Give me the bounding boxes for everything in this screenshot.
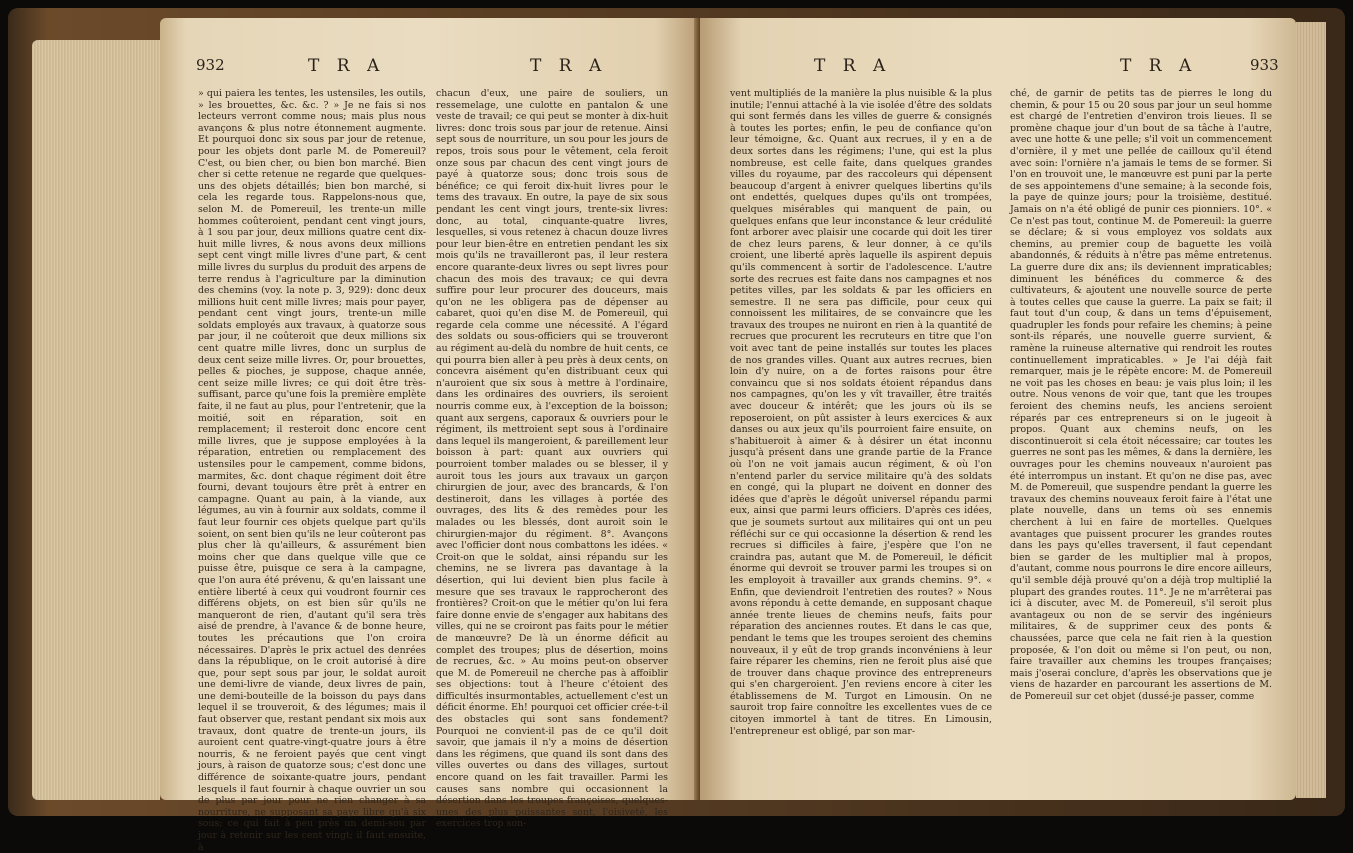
right-page [700, 18, 1296, 800]
text-column [198, 88, 426, 853]
running-head: T R A [1120, 56, 1198, 76]
running-head: T R A [308, 56, 386, 76]
page-edges-left [32, 40, 160, 800]
text-column [1010, 88, 1272, 788]
page-number: 933 [1250, 56, 1279, 74]
page-edges-right [1296, 22, 1326, 798]
paragraph: ché, de garnir de petits tas de pierres le long du chemin, & pour 15 ou 20 sous par jour un seul homme est chargé de l'entretien d'environ trois lieues. Il se promène chaque jour d'un bout de sa tâche à l'autre, avec une hotte & une pelle; s'il voit un commencement d'ornière, il y met une pellée de cailloux qu'il étend avec soin: l'ornière n'a jamais le tems de se former. Si l'on en trouvoit une, le manœuvre est puni par la perte de ses appointemens d'une semaine; à la seconde fois, la paye de quinze jours; pour la troisième, destitué. Jamais on n'a été obligé de punir ces pionniers. 10°. « Ce n'est pas tout, continue M. de Pomereuil: la guerre se déclare; & si vous employez vos soldats aux chemins, au premier coup de baguette les voilà abandonnés, & réduits à n'être pas même entretenus. La guerre dure dix ans; ils deviennent impraticables; diminuent les bénéfices du commerce & des cultivateurs, & ajoutent une nouvelle source de perte à toutes celles que cause la guerre. La paix se fait; il faut tout d'un coup, & dans un tems d'épuisement, quadrupler les fonds pour refaire les chemins; à peine sont-ils réparés, une nouvelle guerre survient, & ramène la ruineuse alternative qui rendroit les routes continuellement impraticables. » Je l'ai déjà fait remarquer, mais je le répète encore: M. de Pomereuil ne voit pas les choses en beau: je vais plus loin; il les outre. Nous venons de voir que, tant que les troupes feroient des chemins neufs, les anciens seroient réparés par ces entrepreneurs si on le jugeoit à propos. Quant aux chemins neufs, on les discontinueroit si cela étoit nécessaire; car toutes les guerres ne sont pas les mêmes, & dans la dernière, les ouvrages pour les chemins nouveaux n'auroient pas été interrompus un instant. Et qu'on ne dise pas, avec M. de Pomereuil, que suspendre pendant la guerre les travaux des chemins nouveaux feroit faire à l'état une plate nouvelle, dans un tems où ses ennemis cherchent à lui en faire de mortelles. Quelques avantages que puissent procurer les grandes routes dans les pays qu'elles traversent, il faut cependant bien se garder de les multiplier mal à propos, d'autant, comme nous pourrons le dire encore ailleurs, qu'il semble déjà prouvé qu'on a déjà trop multiplié la plupart des grandes routes. 11°. Je ne m'arrêterai pas ici à discuter, avec M. de Pomereuil, s'il seroit plus avantageux ou non de se servir des ingénieurs militaires, & de supprimer ceux des ponts & chaussées, parce que cela ne fait rien à la question proposée, & l'on doit ou même si l'on peut, ou non, faire travailler aux chemins les troupes françaises; mais j'oserai conclure, d'après les observations que je viens de hazarder en parcourant les assertions de M. de Pomereuil sur cet objet (dussé-je passer, comme [1010, 88, 1272, 702]
left-page-header [160, 56, 698, 82]
text-column [436, 88, 668, 830]
text-column [730, 88, 992, 788]
page-number: 932 [196, 56, 225, 74]
running-head: T R A [814, 56, 892, 76]
right-page-header [700, 56, 1296, 82]
running-head: T R A [530, 56, 608, 76]
paragraph: » qui paiera les tentes, les ustensiles, les outils, » les brouettes, &c. &c. ? » Je ne fais si nos lecteurs verront comme nous; mais plus nous avançons & plus notre étonnement augmente. Et pourquoi donc six sous par jour de retenue, pour les objets dont parle M. de Pomereuil? C'est, ou bien cher, ou bien bon marché. Bien cher si cette retenue ne regarde que quelques-uns des objets détaillés; bien bon marché, si cela les regarde tous. Rappelons-nous que, selon M. de Pomereuil, les trente-un mille hommes coûteroient, pendant cent vingt jours, à 1 sou par jour, deux millions quatre cent dix-huit mille livres, & nous avons deux millions sept cent vingt mille livres d'une part, & cent mille livres du surplus du produit des arpens de terre rendus à l'agriculture par la diminution des chemins (voy. la note p. 3, 929): donc deux millions huit cent mille livres; mais pour payer, pendant cent vingt jours, trente-un mille soldats employés aux travaux, à quatorze sous par jour, il ne coûteroit que deux millions six cent quatre mille livres, donc un surplus de deux cent seize mille livres. Or, pour brouettes, pelles & pioches, je suppose, chaque année, cent seize mille livres; ce qui doit être très-suffisant, parce qu'une fois la première emplète faite, il ne faut au plus, pour l'entretenir, que la moitié, soit en réparation, soit en remplacement; il resteroit donc encore cent mille livres, que je suppose employées à la réparation, entretien ou remplacement des ustensiles pour le campement, comme bidons, marmites, &c. dont chaque régiment doit être fourni, devant toujours être prêt à entrer en campagne. Quant au pain, à la viande, aux légumes, au vin à fournir aux soldats, comme il faut leur fournir ces objets quelque part qu'ils soient, on sent bien qu'ils ne leur coûteront pas plus cher là qu'ailleurs, & assurément bien moins cher que dans quelque ville que ce puisse être, puisque ce sera à la campagne, que l'on aura été prévenu, & qu'en laissant une entière liberté à ceux qui voudront fournir ces différens objets, on est bien sûr qu'ils ne manqueront de rien, d'autant qu'il sera très aisé de prendre, à l'avance & de bonne heure, toutes les précautions que l'on croira nécessaires. D'après le prix actuel des denrées dans la république, on le croit autorisé à dire que, pour sept sous par jour, le soldat auroit une demi-livre de viande, deux livres de pain, une demi-bouteille de la boisson du pays dans lequel il se trouveroit, & des légumes; mais il faut observer que, restant pendant six mois aux travaux, dont quatre de trente-un jours, ils auroient cent quatre-vingt-quatre jours à être nourris, & ne feroient payés que cent vingt jours, à raison de quatorze sous; c'est donc une différence de soixante-quatre jours, pendant lesquels il faut fournir à chaque ouvrier un sou de plus par jour pour ne rien changer à sa nourriture, ne supposant sa paye libre qu'à six sous; ce qui fait à peu près un demi-sou par jour à retenir sur les cent vingt; il faut ensuite, à [198, 88, 426, 853]
paragraph: vent multipliés de la manière la plus nuisible & la plus inutile; l'ennui attaché à la vie isolée d'être des soldats qui sont fermés dans les villes de guerre & consignés à toutes les portes; enfin, le peu de confiance qu'on leur témoigne, &c. Quant aux recrues, il y en a de deux sortes dans les régimens; l'une, qui est la plus nombreuse, est celle faite, dans quelques grandes villes du royaume, par des raccoleurs qui dépensent beaucoup d'argent à enivrer quelques libertins qu'ils ont endettés, quelques dupes qu'ils ont trompées, quelques misérables qui manquent de pain, ou quelques enfans que leur inconstance & leur crédulité font arborer avec plaisir une cocarde qui doit les tirer de chez leurs parens, & leur donner, à ce qu'ils croient, une liberté après laquelle ils aspirent depuis qu'ils commencent à sortir de l'adolescence. L'autre sorte des recrues est faite dans nos campagnes et nos petites villes, par les soldats & par les officiers en semestre. Il ne sera pas difficile, pour ceux qui connoissent les militaires, de se convaincre que les travaux des troupes ne nuiront en rien à la quantité de recrues que procurent les recruteurs en titre que l'on voit avec tant de peine installés sur toutes les places de nos grandes villes. Quant aux autres recrues, bien loin d'y nuire, on a de fortes raisons pour être convaincu que si nos soldats étoient répandus dans nos campagnes, qu'on les y vît travailler, être traités avec douceur & intérêt; que les jours où ils se reposeroient, on pût assister à leurs exercices & aux danses ou aux jeux qu'ils pourroient faire ensuite, on s'habitueroit à aimer & à désirer un état inconnu jusqu'à présent dans une grande partie de la France où l'on ne voit jamais aucun régiment, & où l'on n'entend parler du service militaire qu'à des soldats en congé, qui la plupart ne doivent en donner des idées que d'après le dégoût universel répandu parmi eux, ainsi que parmi leurs officiers. D'après ces idées, que je soumets surtout aux militaires qui ont un peu réfléchi sur ce qui occasionne la désertion & rend les recrues si difficiles à faire, j'espère que l'on ne craindra pas, autant que M. de Pomereuil, le déficit énorme qui devroit se trouver parmi les troupes si on les employoit à travailler aux grands chemins. 9°. « Enfin, que deviendroit l'entretien des routes? » Nous avons répondu à cette demande, en supposant chaque année trente lieues de chemins neufs, faits pour réparation des anciennes routes. Et dans le cas que, pendant le tems que les troupes seroient des chemins nouveaux, il y eût de trop grands inconvéniens à leur faire réparer les chemins, rien ne feroit plus aisé que de trouver dans chaque province des entrepreneurs qui s'en chargeroient. J'en reviens encore à citer les établissemens de M. Turgot en Limousin. On ne sauroit trop faire connoître les excellentes vues de ce citoyen immortel à tant de titres. En Limousin, l'entrepreneur est obligé, par son mar- [730, 88, 992, 737]
paragraph: chacun d'eux, une paire de souliers, un ressemelage, une culotte en pantalon & une veste de travail; ce qui peut se monter à dix-huit livres: donc trois sous par jour de retenue. Ainsi sept sous de nourriture, un sou pour les jours de repos, trois sous pour le vêtement, cela feroit onze sous par chacun des cent vingt jours de payé à quatorze sous; donc trois sous de bénéfice; ce qui feroit dix-huit livres pour le tems des travaux. En outre, la paye de six sous pendant les cent vingt jours, trente-six livres: donc, au total, cinquante-quatre livres, lesquelles, si vous retenez à chacun douze livres pour leur bien-être en entretien pendant les six mois qu'ils ne travailleront pas, il leur restera encore quarante-deux livres ou sept livres pour chacun des mois des travaux; ce qui devra suffire pour leur procurer des douceurs, mais qu'on ne les obligera pas de dépenser au cabaret, quoi qu'en dise M. de Pomereuil, qui regarde cela comme une nécessité. A l'égard des soldats ou sous-officiers qui se trouveront au régiment au-delà du nombre de huit cents, ce qui pourra bien aller à peu près à deux cents, on concevra aisément qu'en distribuant ceux qui n'auroient que six sous à mettre à l'ordinaire, dans les ordinaires des ouvriers, ils seroient nourris comme eux, à l'exception de la boisson; quant aux sergens, caporaux & ouvriers pour le régiment, ils mettroient sept sous à l'ordinaire dans lequel ils mangeroient, & pareillement leur boisson à part: quant aux ouvriers qui pourroient tomber malades ou se blesser, il y auroit tous les jours aux travaux un garçon chirurgien de jour, avec des brancards, & l'on destineroit, dans les villages à portée des ouvrages, des lits & des remèdes pour les malades ou les blessés, dont auroit soin le chirurgien-major du régiment. 8°. Avançons avec l'officier dont nous combattons les idées. « Croit-on que le soldat, ainsi répandu sur les chemins, ne se livrera pas davantage à la désertion, qui lui devient bien plus facile à mesure que ses travaux le rapprocheront des frontières? Croit-on que le métier qu'on lui fera faire donne envie de s'engager aux habitans des villes, qui ne se croiront pas faits pour le métier de manœuvre? De là un énorme déficit au complet des troupes; plus de désertion, moins de recrues, &c. » Au moins peut-on observer que M. de Pomereuil ne cherche pas à affoiblir ses objections: tout à l'heure c'étoient des difficultés insurmontables, actuellement c'est un déficit énorme. Eh! pourquoi cet officier crée-t-il des obstacles qui sont sans fondement? Pourquoi ne convient-il pas de ce qu'il doit savoir, que jamais il n'y a moins de désertion dans les régimens, que quand ils sont dans des villes ouvertes ou dans des villages, surtout encore quand on les fait travailler. Parmi les causes sans nombre qui occasionnent la désertion dans les troupes françoises, quelques-unes des plus puissantes sont, l'oisiveté, les exercices trop son- [436, 88, 668, 830]
left-page [160, 18, 698, 853]
